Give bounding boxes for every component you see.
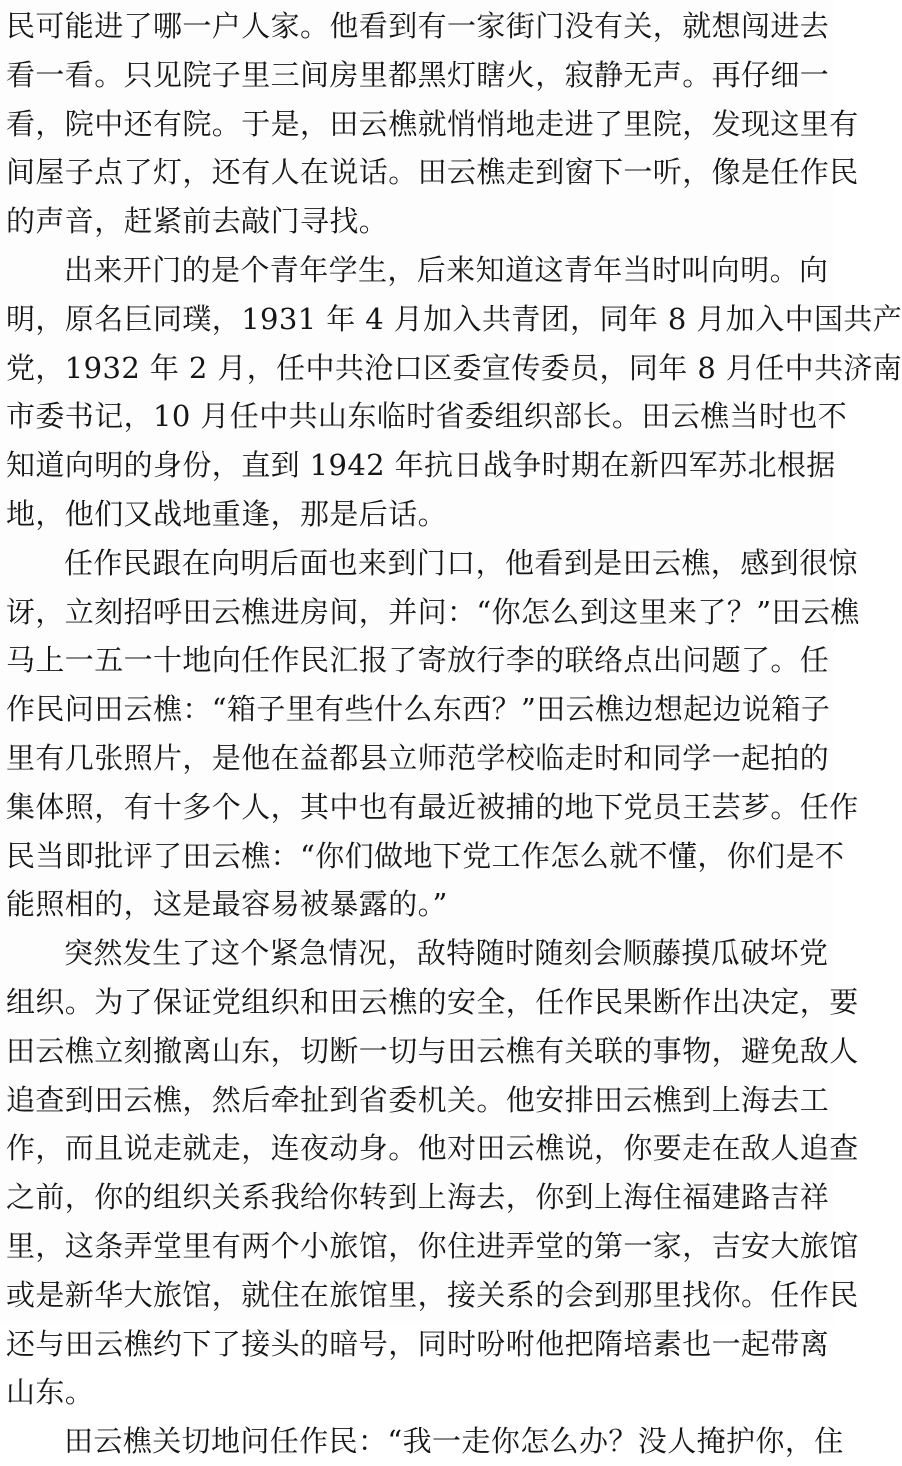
text-line: 看一看。只见院子里三间房里都黑灯瞎火，寂静无声。再仔细一	[6, 57, 830, 92]
text-line: 作民问田云樵：“箱子里有些什么东西？”田云樵边想起边说箱子	[6, 692, 831, 727]
text-line: 看，院中还有院。于是，田云樵就悄悄地走进了里院，发现这里有	[6, 106, 859, 141]
text-line: 集体照，有十多个人，其中也有最近被捕的地下党员王芸芗。任作	[6, 789, 859, 824]
text-line: 能照相的，这是最容易被暴露的。”	[6, 887, 448, 922]
text-line: 民当即批评了田云樵：“你们做地下党工作怎么就不懂，你们是不	[6, 838, 845, 873]
paragraph-first-line: 出来开门的是个青年学生，后来知道这青年当时叫向明。向	[64, 252, 829, 287]
text-line: 组织。为了保证党组织和田云樵的安全，任作民果断作出决定，要	[6, 984, 859, 1019]
text-line: 讶，立刻招呼田云樵进房间，并问：“你怎么到这里来了？”田云樵	[6, 594, 860, 629]
text-line: 明，原名巨同璞，1931 年 4 月加入共青团，同年 8 月加入中国共产	[6, 301, 902, 336]
paragraph-first-line: 田云樵关切地问任作民：“我一走你怎么办？没人掩护你，住	[64, 1424, 844, 1459]
text-line: 之前，你的组织关系我给你转到上海去，你到上海住福建路吉祥	[6, 1180, 830, 1215]
text-line: 间屋子点了灯，还有人在说话。田云樵走到窗下一听，像是任作民	[6, 155, 859, 190]
text-line: 追查到田云樵，然后牵扯到省委机关。他安排田云樵到上海去工	[6, 1082, 830, 1117]
text-line: 的声音，赶紧前去敲门寻找。	[6, 204, 389, 239]
text-line: 作，而且说走就走，连夜动身。他对田云樵说，你要走在敌人追查	[6, 1131, 859, 1166]
text-line: 或是新华大旅馆，就住在旅馆里，接关系的会到那里找你。任作民	[6, 1277, 859, 1312]
paragraph-first-line: 任作民跟在向明后面也来到门口，他看到是田云樵，感到很惊	[64, 545, 858, 580]
text-line: 民可能进了哪一户人家。他看到有一家街门没有关，就想闯进去	[6, 9, 830, 43]
text-line: 市委书记，10 月任中共山东临时省委组织部长。田云樵当时也不	[6, 399, 848, 434]
text-line: 党，1932 年 2 月，任中共沧口区委宣传委员，同年 8 月任中共济南	[6, 350, 902, 385]
text-line: 山东。	[6, 1375, 95, 1410]
text-line: 田云樵立刻撤离山东，切断一切与田云樵有关联的事物，避免敌人	[6, 1033, 859, 1068]
text-line: 还与田云樵约下了接头的暗号，同时吩咐他把隋培素也一起带离	[6, 1326, 830, 1361]
text-line: 地，他们又战地重逢，那是后话。	[6, 496, 448, 531]
text-line: 知道向明的身份，直到 1942 年抗日战争时期在新四军苏北根据	[6, 448, 836, 483]
text-line: 马上一五一十地向任作民汇报了寄放行李的联络点出问题了。任	[6, 643, 830, 678]
paragraph-first-line: 突然发生了这个紧急情况，敌特随时随刻会顺藤摸瓜破坏党	[64, 936, 829, 971]
text-line: 里，这条弄堂里有两个小旅馆，你住进弄堂的第一家，吉安大旅馆	[6, 1228, 859, 1263]
text-line: 里有几张照片，是他在益都县立师范学校临走时和同学一起拍的	[6, 740, 830, 775]
